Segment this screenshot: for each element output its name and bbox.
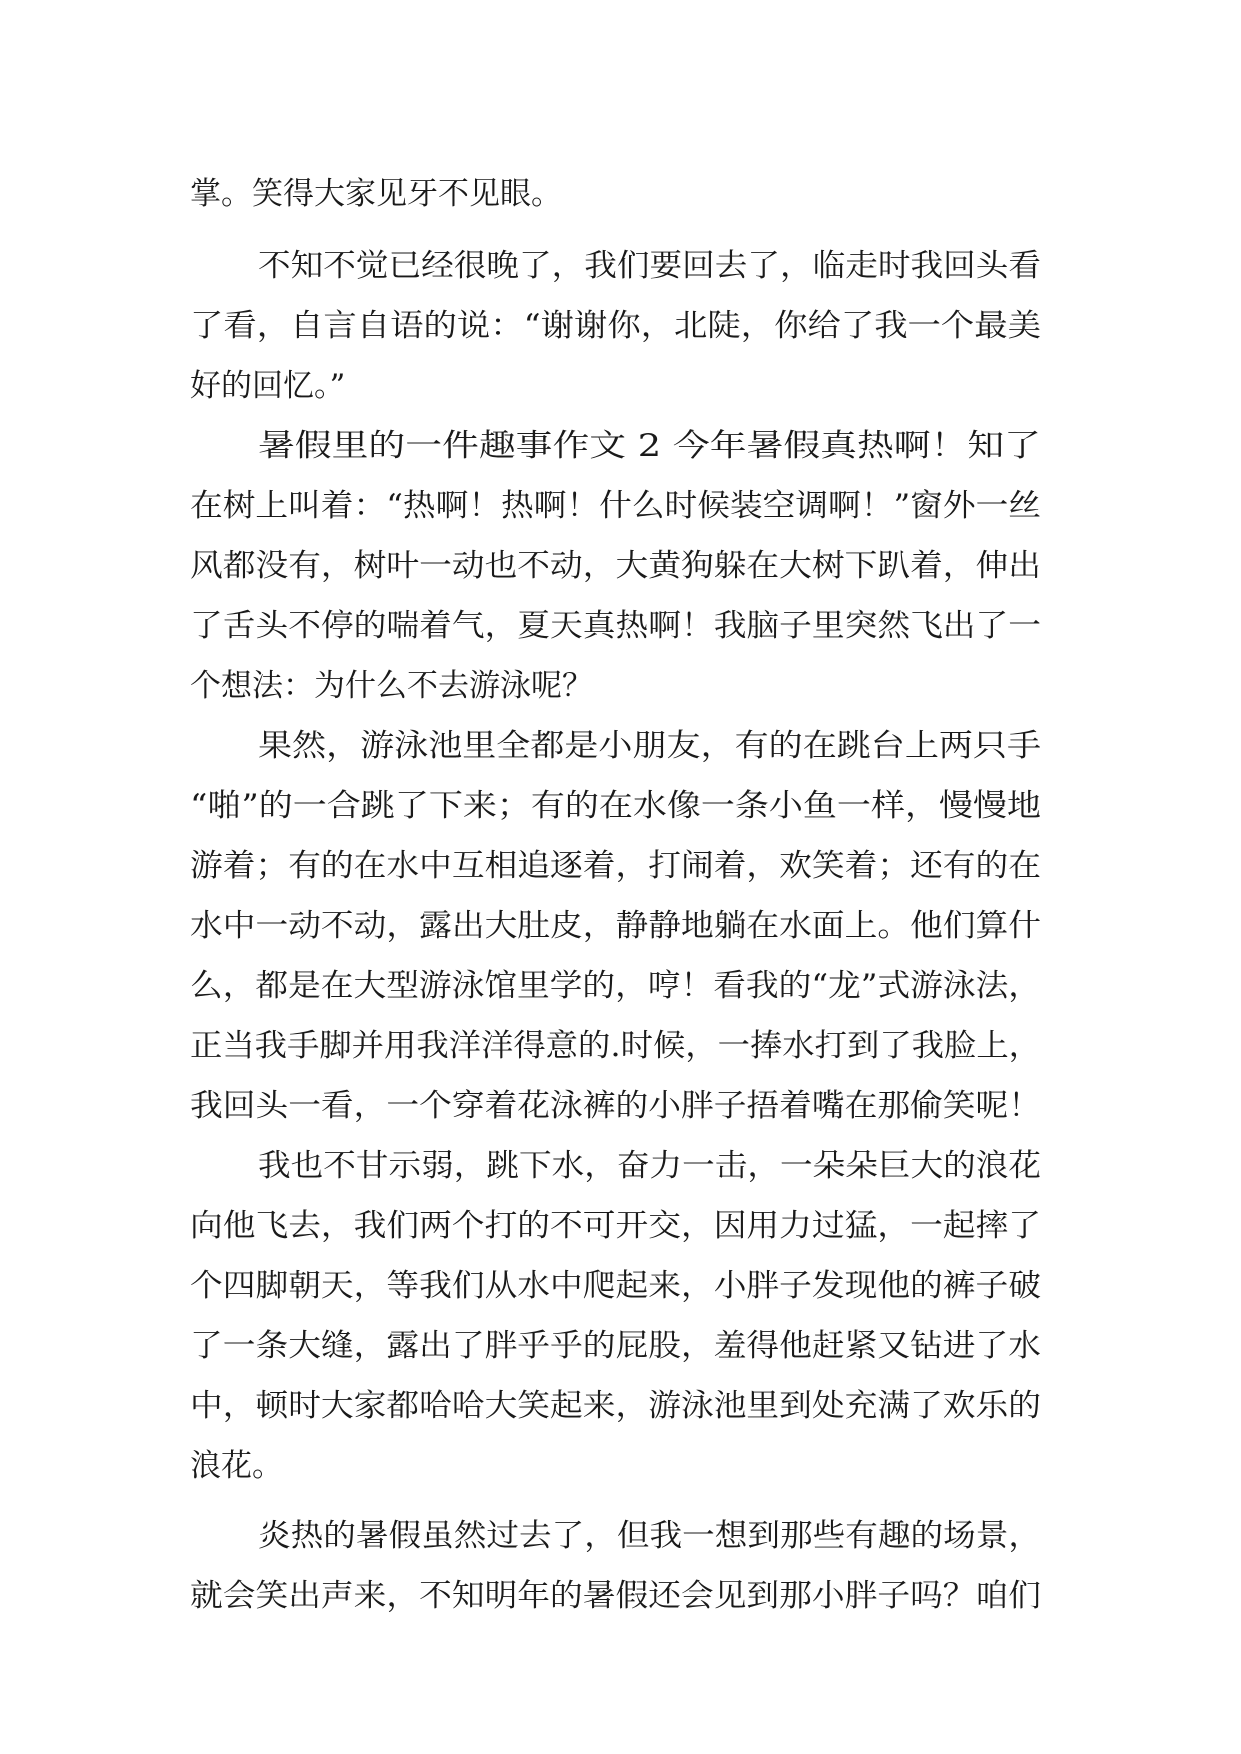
text-line-content: 我回头一看，一个穿着花泳裤的小胖子捂着嘴在那偷笑呢！ [190,1088,1041,1124]
text-line-content: 在树上叫着：“热啊！热啊！什么时候装空调啊！”窗外一丝 [190,488,1041,524]
text-line [0,600,1241,660]
text-line-content: 正当我手脚并用我洋洋得意的.时候，一捧水打到了我脸上， [190,1028,1041,1064]
text-line-content: 个四脚朝天，等我们从水中爬起来，小胖子发现他的裤子破 [190,1268,1041,1304]
text-line [0,1020,1241,1080]
text-line-content: 游着；有的在水中互相追逐着，打闹着，欢笑着；还有的在 [190,848,1041,884]
text-line-content: 了舌头不停的喘着气，夏天真热啊！我脑子里突然飞出了一 [190,608,1041,644]
text-line-content: 向他飞去，我们两个打的不可开交，因用力过猛，一起摔了 [190,1208,1041,1244]
text-line [0,720,1241,780]
text-line [0,1260,1241,1320]
text-line-content: 么，都是在大型游泳馆里学的，哼！看我的“龙”式游泳法， [190,968,1041,1004]
text-line-content: 了看，自言自语的说：“谢谢你，北陡，你给了我一个最美 [190,308,1041,344]
text-line [0,1380,1241,1440]
text-line [0,300,1241,360]
text-line [0,360,1241,420]
text-line [0,840,1241,900]
text-line-content: “啪”的一合跳了下来；有的在水像一条小鱼一样，慢慢地 [190,788,1041,824]
text-line-content: 了一条大缝，露出了胖乎乎的屁股，羞得他赶紧又钻进了水 [190,1328,1041,1364]
text-line [0,420,1241,480]
text-line-content: 风都没有，树叶一动也不动，大黄狗躲在大树下趴着，伸出 [190,548,1041,584]
text-line [0,780,1241,840]
text-line [0,900,1241,960]
text-line [0,1510,1241,1570]
text-line-content: 个想法：为什么不去游泳呢？ [190,668,593,704]
text-line [0,1570,1241,1630]
text-line-content: 不知不觉已经很晚了，我们要回去了，临走时我回头看 [258,248,1041,284]
text-line-content: 水中一动不动，露出大肚皮，静静地躺在水面上。他们算什 [190,908,1041,944]
text-line-content: 我也不甘示弱，跳下水，奋力一击，一朵朵巨大的浪花 [258,1148,1041,1184]
text-line [0,1140,1241,1200]
text-line [0,240,1241,300]
text-line [0,1440,1241,1500]
text-line-content: 暑假里的一件趣事作文 2 今年暑假真热啊！知了 [258,428,1041,464]
text-line [0,168,1241,228]
text-line-content: 中，顿时大家都哈哈大笑起来，游泳池里到处充满了欢乐的 [190,1388,1041,1424]
text-line-content: 掌。笑得大家见牙不见眼。 [190,176,562,212]
text-line-content: 果然，游泳池里全都是小朋友，有的在跳台上两只手 [258,728,1041,764]
text-line [0,1080,1241,1140]
text-line-content: 好的回忆。” [190,368,346,404]
text-line-content: 浪花。 [190,1448,283,1484]
text-line [0,1320,1241,1380]
text-line [0,660,1241,720]
text-line-content: 就会笑出声来，不知明年的暑假还会见到那小胖子吗？咱们 [190,1578,1041,1614]
text-line [0,960,1241,1020]
text-line [0,540,1241,600]
text-line [0,480,1241,540]
text-line [0,1200,1241,1260]
text-line-content: 炎热的暑假虽然过去了，但我一想到那些有趣的场景， [258,1518,1041,1554]
